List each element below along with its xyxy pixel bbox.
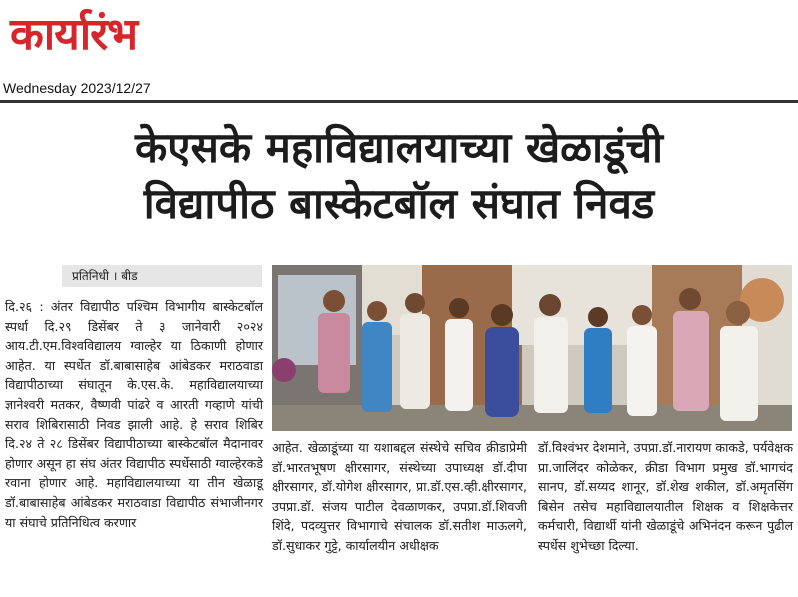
header-rule: [0, 100, 798, 103]
byline: प्रतिनिधी । बीड: [62, 265, 262, 287]
masthead: [10, 4, 240, 84]
headline-line-2: विद्यापीठ बास्केटबॉल संघात निवड: [143, 179, 655, 228]
group-photo-illustration: [272, 265, 792, 431]
group-photo: [272, 265, 792, 431]
article-column-2: आहेत. खेळाडूंच्या या यशाबद्दल संस्थेचे सचिव क्रीडाप्रेमी डॉ.भारतभूषण क्षीरसागर, संस्थेच्या उपाध्यक्ष डॉ.दीपा क्षीरसागर, डॉ.योगेश क्षीरसागर, प्रा.डॉ.एस.व्ही.क्षीरसागर, उपप्रा.डॉ. संजय पाटील देवळाणकर, उपप्रा.डॉ.शिवजी शिंदे, पदव्युत्तर विभागाचे संचालक डॉ.सतीश माऊलगे, डॉ.सुधाकर गुट्टे, कार्यालयीन अधीक्षक: [272, 440, 527, 553]
headline: [20, 120, 778, 232]
date-line: Wednesday 2023/12/27: [3, 80, 151, 96]
article-column-3: डॉ.विश्वंभर देशमाने, उपप्रा.डॉ.नारायण काकडे, पर्यवेक्षक प्रा.जालिंदर कोळेकर, क्रीडा विभाग प्रमुख डॉ.भागचंद सानप, डॉ.सय्यद शानूर, डॉ.शेख शकील, डॉ.अमृतसिंग बिसेन तसेच महाविद्यालयातील शिक्षक व शिक्षकेत्तर कर्मचारी, विद्यार्थी यांनी खेळाडूंचे अभिनंदन करून पुढील स्पर्धेस शुभेच्छा दिल्या.: [538, 440, 793, 553]
newspaper-logo: कार्यारंभ: [10, 9, 138, 60]
headline-line-1: केएसके महाविद्यालयाच्या खेळाडूंची: [135, 123, 663, 172]
article-column-1: दि.२६ : अंतर विद्यापीठ पश्चिम विभागीय बास्केटबॉल स्पर्धा दि.२९ डिसेंबर ते ३ जानेवारी २०२४ आय.टी.एम.विश्वविद्यालय ग्वाल्हेर या ठिकाणी होणार आहेत. या स्पर्धेत डॉ.बाबासाहेब आंबेडकर मराठवाडा विद्यापीठाच्या संघातून के.एस.के. महाविद्यालयाच्या ज्ञानेश्वरी मतकर, वैष्णवी पांढरे व आरती गव्हाणे यांची सराव शिबिरासाठी निवड झाली आहे. हे सराव शिबिर दि.२४ ते २८ डिसेंबर विद्यापीठाच्या बास्केटबॉल मैदानावर होणार असून हा संघ अंतर विद्यापीठ स्पर्धेसाठी ग्वाल्हेरकडे रवाना होणार आहे. महाविद्यालयाच्या या तीन खेळाडू डॉ.बाबासाहेब आंबेडकर मराठवाडा विद्यापीठ संभाजीनगर या संघाचे प्रतिनिधित्व करणार: [5, 299, 263, 530]
